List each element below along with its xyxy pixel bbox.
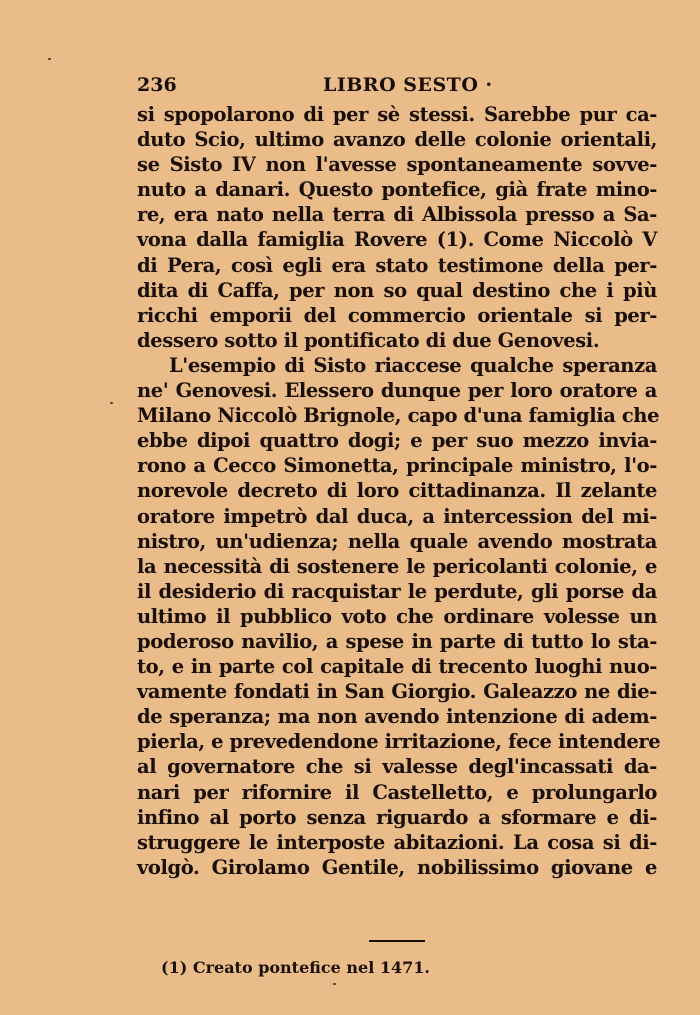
text-line: pierla, e prevedendone irritazione, fece intendere <box>137 730 661 754</box>
text-line: dita di Caffa, per non so qual destino che i più <box>137 278 657 302</box>
paper-speck <box>48 58 51 60</box>
text-line: ricchi emporii del commercio orientale si per- <box>137 303 657 327</box>
footnote: (1) Creato pontefice nel 1471. <box>161 958 430 977</box>
text-line: duto Scio, ultimo avanzo delle colonie orientali, <box>137 128 657 152</box>
text-line: volgò. Girolamo Gentile, nobilissimo giovane e <box>137 855 657 879</box>
text-line: struggere le interposte abitazioni. La cosa si di- <box>137 830 657 854</box>
text-line: ne' Genovesi. Elessero dunque per loro oratore a <box>137 379 657 403</box>
text-line: rono a Cecco Simonetta, principale ministro, l'o- <box>137 454 657 478</box>
paper-speck <box>110 402 113 404</box>
text-line: la necessità di sostenere le pericolanti colonie, e <box>137 554 657 578</box>
text-line: oratore impetrò dal duca, a intercession del mi- <box>137 504 657 528</box>
text-line: il desiderio di racquistar le perdute, gli porse da <box>137 579 657 603</box>
running-head: LIBRO SESTO · <box>323 74 493 96</box>
text-line: norevole decreto di loro cittadinanza. Il zelante <box>137 479 657 503</box>
text-line: se Sisto IV non l'avesse spontaneamente sovve- <box>137 153 657 177</box>
text-line: vamente fondati in San Giorgio. Galeazzo ne die- <box>137 680 657 704</box>
text-line: ultimo il pubblico voto che ordinare volesse un <box>137 604 657 628</box>
page-number: 236 <box>137 74 177 96</box>
text-line: al governatore che si valesse degl'incassati da- <box>137 755 657 779</box>
text-line: infino al porto senza riguardo a sformare e di- <box>137 805 657 829</box>
text-line: Milano Niccolò Brignole, capo d'una famiglia che <box>137 404 660 428</box>
paper-speck <box>333 983 336 985</box>
text-line: nuto a danari. Questo pontefice, già frate mino- <box>137 178 657 202</box>
text-line: di Pera, così egli era stato testimone della per- <box>137 253 657 277</box>
text-line: to, e in parte col capitale di trecento luoghi nuo- <box>137 655 657 679</box>
page-header <box>137 74 657 100</box>
paragraph-end-line: dessero sotto il pontificato di due Genovesi. <box>137 328 600 352</box>
footnote-rule <box>369 940 425 942</box>
paragraph-start-line: L'esempio di Sisto riaccese qualche speranza <box>169 353 657 377</box>
text-line: nari per rifornire il Castelletto, e prolungarlo <box>137 780 657 804</box>
text-line: poderoso navilio, a spese in parte di tutto lo sta- <box>137 629 657 653</box>
text-line: si spopolarono di per sè stessi. Sarebbe pur ca- <box>137 103 657 126</box>
text-line: ebbe dipoi quattro dogi; e per suo mezzo invia- <box>137 429 657 453</box>
text-line: vona dalla famiglia Rovere (1). Come Niccolò V <box>137 228 657 252</box>
text-line: nistro, un'udienza; nella quale avendo mostrata <box>137 529 657 553</box>
body-text <box>137 102 661 880</box>
text-line: re, era nato nella terra di Albissola presso a Sa- <box>137 203 657 227</box>
text-line: de speranza; ma non avendo intenzione di adem- <box>137 705 657 729</box>
